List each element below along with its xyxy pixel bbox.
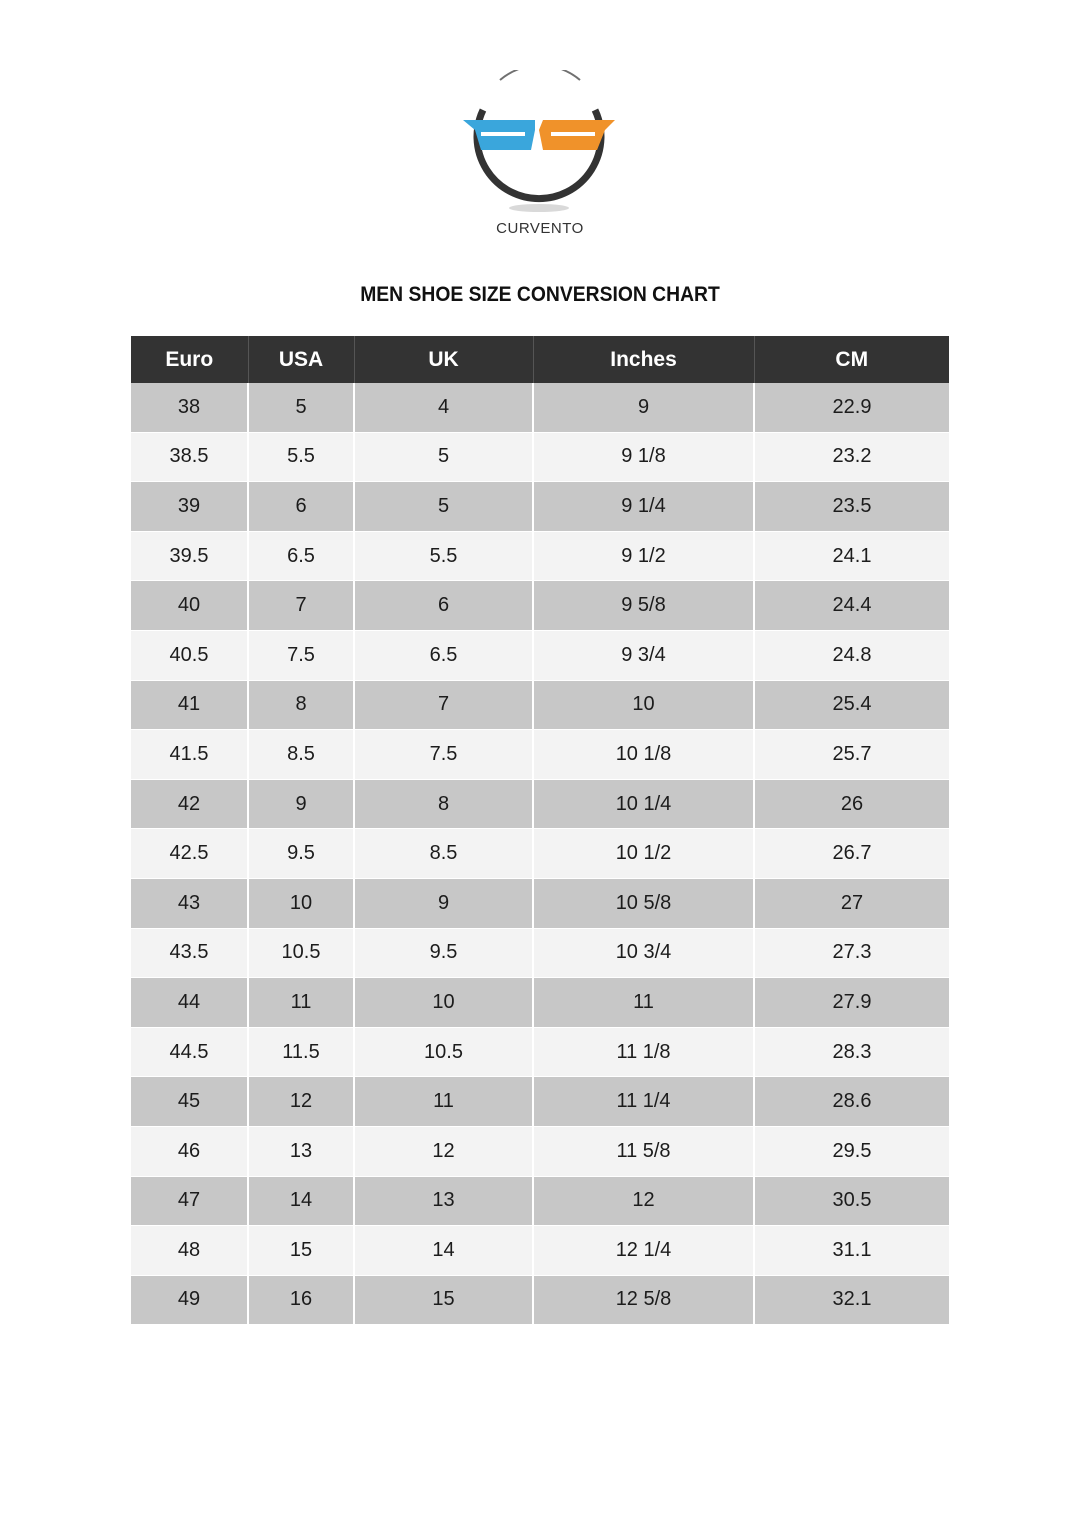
table-cell-cm: 27.3 — [754, 928, 949, 978]
table-row — [131, 482, 949, 532]
table-cell-uk: 13 — [354, 1176, 533, 1226]
table-cell-inches: 9 — [533, 383, 754, 432]
table-cell-inches: 10 5/8 — [533, 878, 754, 928]
table-cell-uk: 9.5 — [354, 928, 533, 978]
table-cell-usa: 6 — [248, 482, 354, 532]
table-cell-usa: 14 — [248, 1176, 354, 1226]
table-cell-euro: 39 — [131, 482, 248, 532]
column-header-uk: UK — [354, 336, 533, 383]
table-cell-cm: 27 — [754, 878, 949, 928]
size-conversion-table — [131, 336, 949, 1325]
table-cell-inches: 10 1/4 — [533, 779, 754, 829]
table-cell-inches: 11 1/8 — [533, 1027, 754, 1077]
table-cell-usa: 5.5 — [248, 432, 354, 482]
table-cell-usa: 10.5 — [248, 928, 354, 978]
table-cell-usa: 11 — [248, 978, 354, 1028]
table-header-row — [131, 336, 949, 383]
table-row — [131, 779, 949, 829]
column-header-cm: CM — [754, 336, 949, 383]
table-cell-inches: 12 1/4 — [533, 1226, 754, 1276]
table-row — [131, 878, 949, 928]
table-cell-uk: 5.5 — [354, 531, 533, 581]
table-cell-usa: 7 — [248, 581, 354, 631]
table-cell-inches: 9 1/4 — [533, 482, 754, 532]
table-cell-inches: 9 3/4 — [533, 630, 754, 680]
table-cell-usa: 9 — [248, 779, 354, 829]
table-cell-euro: 43 — [131, 878, 248, 928]
table-cell-euro: 48 — [131, 1226, 248, 1276]
table-row — [131, 1275, 949, 1325]
table-row — [131, 730, 949, 780]
table-row — [131, 928, 949, 978]
table-row — [131, 531, 949, 581]
table-cell-cm: 23.2 — [754, 432, 949, 482]
table-cell-usa: 15 — [248, 1226, 354, 1276]
table-row — [131, 829, 949, 879]
table-cell-euro: 49 — [131, 1275, 248, 1325]
table-cell-inches: 12 5/8 — [533, 1275, 754, 1325]
table-row — [131, 1027, 949, 1077]
table-cell-usa: 16 — [248, 1275, 354, 1325]
table-cell-uk: 10.5 — [354, 1027, 533, 1077]
table-cell-euro: 42.5 — [131, 829, 248, 879]
table-cell-uk: 10 — [354, 978, 533, 1028]
table-cell-uk: 11 — [354, 1077, 533, 1127]
table-cell-euro: 39.5 — [131, 531, 248, 581]
table-cell-inches: 10 1/8 — [533, 730, 754, 780]
table-cell-usa: 6.5 — [248, 531, 354, 581]
table-cell-cm: 25.7 — [754, 730, 949, 780]
table-cell-euro: 45 — [131, 1077, 248, 1127]
table-row — [131, 581, 949, 631]
table-cell-euro: 38.5 — [131, 432, 248, 482]
table-cell-euro: 38 — [131, 383, 248, 432]
table-cell-usa: 13 — [248, 1126, 354, 1176]
table-cell-inches: 12 — [533, 1176, 754, 1226]
table-cell-cm: 29.5 — [754, 1126, 949, 1176]
table-cell-usa: 8.5 — [248, 730, 354, 780]
table-cell-cm: 26 — [754, 779, 949, 829]
table-cell-usa: 7.5 — [248, 630, 354, 680]
table-cell-euro: 40.5 — [131, 630, 248, 680]
table-cell-uk: 14 — [354, 1226, 533, 1276]
table-cell-uk: 7.5 — [354, 730, 533, 780]
table-cell-euro: 43.5 — [131, 928, 248, 978]
column-header-inches: Inches — [533, 336, 754, 383]
table-row — [131, 1126, 949, 1176]
table-cell-euro: 46 — [131, 1126, 248, 1176]
table-cell-cm: 28.6 — [754, 1077, 949, 1127]
table-cell-cm: 26.7 — [754, 829, 949, 879]
table-cell-cm: 28.3 — [754, 1027, 949, 1077]
table-row — [131, 1176, 949, 1226]
table-cell-uk: 5 — [354, 432, 533, 482]
table-cell-cm: 32.1 — [754, 1275, 949, 1325]
table-cell-usa: 10 — [248, 878, 354, 928]
table-cell-uk: 6.5 — [354, 630, 533, 680]
table-cell-inches: 9 1/2 — [533, 531, 754, 581]
table-cell-inches: 11 1/4 — [533, 1077, 754, 1127]
table-cell-inches: 10 — [533, 680, 754, 730]
table-cell-euro: 41 — [131, 680, 248, 730]
table-cell-cm: 27.9 — [754, 978, 949, 1028]
table-cell-usa: 11.5 — [248, 1027, 354, 1077]
table-cell-inches: 9 5/8 — [533, 581, 754, 631]
table-cell-uk: 5 — [354, 482, 533, 532]
table-cell-euro: 41.5 — [131, 730, 248, 780]
table-cell-usa: 9.5 — [248, 829, 354, 879]
table-cell-usa: 5 — [248, 383, 354, 432]
table-cell-euro: 40 — [131, 581, 248, 631]
column-header-euro: Euro — [131, 336, 248, 383]
table-row — [131, 432, 949, 482]
table-cell-cm: 24.4 — [754, 581, 949, 631]
table-row — [131, 630, 949, 680]
table-cell-euro: 47 — [131, 1176, 248, 1226]
table-cell-cm: 24.8 — [754, 630, 949, 680]
table-cell-usa: 8 — [248, 680, 354, 730]
brand-name: CURVENTO — [496, 220, 584, 237]
table-cell-usa: 12 — [248, 1077, 354, 1127]
table-cell-euro: 44.5 — [131, 1027, 248, 1077]
table-cell-uk: 8 — [354, 779, 533, 829]
table-cell-uk: 9 — [354, 878, 533, 928]
table-cell-uk: 6 — [354, 581, 533, 631]
column-header-usa: USA — [248, 336, 354, 383]
table-row — [131, 978, 949, 1028]
curvento-logo-icon — [455, 70, 625, 220]
table-cell-cm: 23.5 — [754, 482, 949, 532]
table-cell-cm: 30.5 — [754, 1176, 949, 1226]
table-cell-euro: 42 — [131, 779, 248, 829]
table-cell-uk: 15 — [354, 1275, 533, 1325]
table-cell-cm: 22.9 — [754, 383, 949, 432]
table-row — [131, 1077, 949, 1127]
table-cell-euro: 44 — [131, 978, 248, 1028]
table-cell-inches: 11 — [533, 978, 754, 1028]
table-cell-uk: 8.5 — [354, 829, 533, 879]
table-cell-inches: 9 1/8 — [533, 432, 754, 482]
table-cell-cm: 31.1 — [754, 1226, 949, 1276]
table-row — [131, 680, 949, 730]
table-cell-inches: 11 5/8 — [533, 1126, 754, 1176]
table-row — [131, 1226, 949, 1276]
table-body — [131, 383, 949, 1325]
page-title: MEN SHOE SIZE CONVERSION CHART — [360, 283, 720, 306]
table-cell-inches: 10 1/2 — [533, 829, 754, 879]
table-cell-cm: 24.1 — [754, 531, 949, 581]
table-cell-uk: 7 — [354, 680, 533, 730]
table-row — [131, 383, 949, 432]
table-cell-uk: 4 — [354, 383, 533, 432]
table-cell-uk: 12 — [354, 1126, 533, 1176]
table-cell-cm: 25.4 — [754, 680, 949, 730]
table-cell-inches: 10 3/4 — [533, 928, 754, 978]
